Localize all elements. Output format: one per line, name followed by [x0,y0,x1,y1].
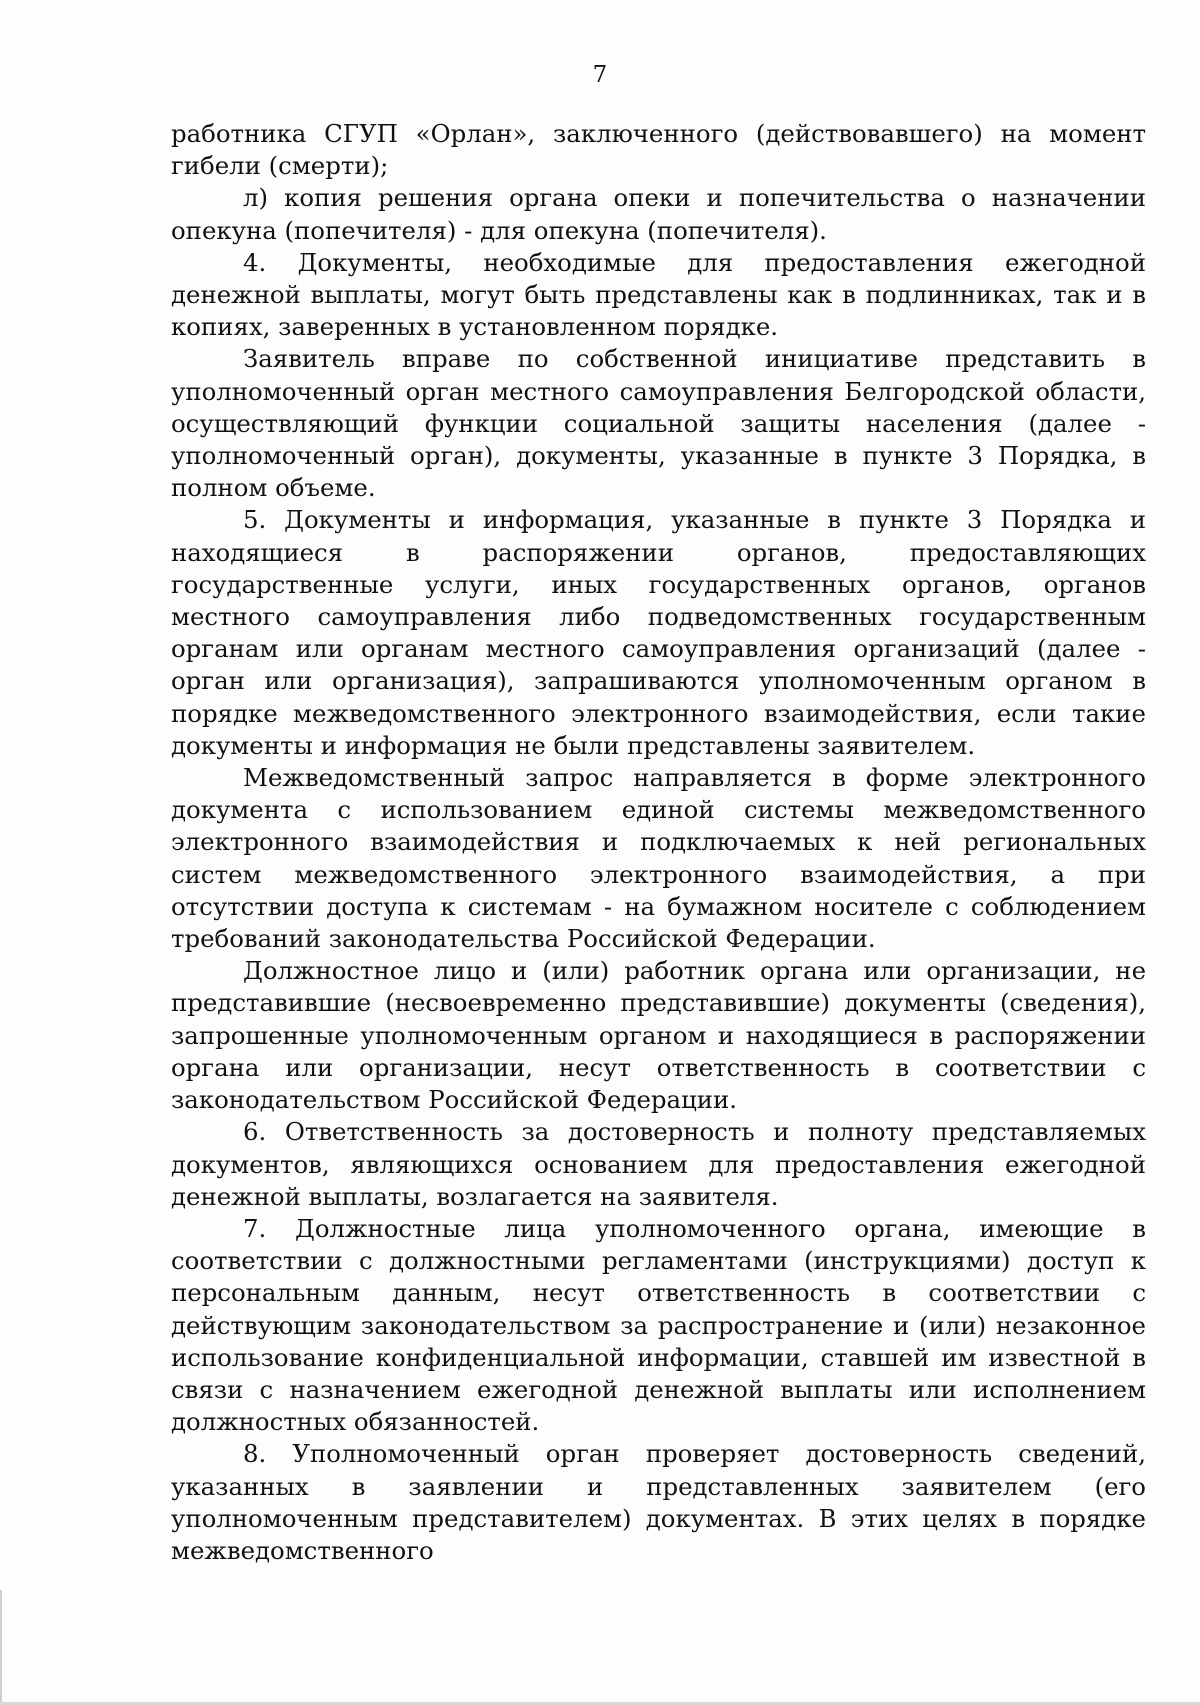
paragraph-1: работника СГУП «Орлан», заключенного (действовавшего) на момент гибели (смерти); [171,119,1146,181]
paragraph-4: Заявитель вправе по собственной инициативе представить в уполномоченный орган местного самоуправления Белгородской области, осуществляющий функции социальной защиты населения (далее - уполномоченный орган), документы, указанные в пункте 3 Порядка, в полном объеме. [171,344,1146,503]
scan-edge-left [0,1590,2,1705]
paragraph-6: Межведомственный запрос направляется в форме электронного документа с использованием единой системы межведомственного электронного взаимодействия и подключаемых к ней региональных систем межведомственного электронного взаимодействия, а при отсутствии доступа к системам - на бумажном носителе с соблюдением требований законодательства Российской Федерации. [171,763,1146,954]
paragraph-7: Должностное лицо и (или) работник органа или организации, не представившие (несвоевременно представившие) документы (сведения), запрошенные уполномоченным органом и находящиеся в распоряжении органа или организации, несут ответственность в соответствии с законодательством Российской Федерации. [171,956,1146,1115]
paragraph-10: 8. Уполномоченный орган проверяет достоверность сведений, указанных в заявлении и представленных заявителем (его уполномоченным представителем) документах. В этих целях в порядке межведомственного [171,1439,1146,1565]
page-number: 7 [592,62,608,88]
document-body [171,118,1146,1567]
paragraph-9: 7. Должностные лица уполномоченного органа, имеющие в соответствии с должностными регламентами (инструкциями) доступ к персональным данным, несут ответственность в соответствии с действующим законодательством за распространение и (или) незаконное использование конфиденциальной информации, ставшей им известной в связи с назначением ежегодной денежной выплаты или исполнением должностных обязанностей. [171,1213,1146,1437]
paragraph-2: л) копия решения органа опеки и попечительства о назначении опекуна (попечителя) - для опекуна (попечителя). [171,183,1146,245]
paragraph-5: 5. Документы и информация, указанные в пункте 3 Порядка и находящиеся в распоряжении органов, предоставляющих государственные услуги, иных государственных органов, органов местного самоуправления либо подведомственных государственным органам или органам местного самоуправления организаций (далее - орган или организация), запрашиваются уполномоченным органом в порядке межведомственного электронного взаимодействия, если такие документы и информация не были представлены заявителем. [171,505,1146,760]
paragraph-8: 6. Ответственность за достоверность и полноту представляемых документов, являющихся основанием для предоставления ежегодной денежной выплаты, возлагается на заявителя. [171,1117,1146,1211]
paragraph-3: 4. Документы, необходимые для предоставления ежегодной денежной выплаты, могут быть представлены как в подлинниках, так и в копиях, заверенных в установленном порядке. [171,247,1146,342]
